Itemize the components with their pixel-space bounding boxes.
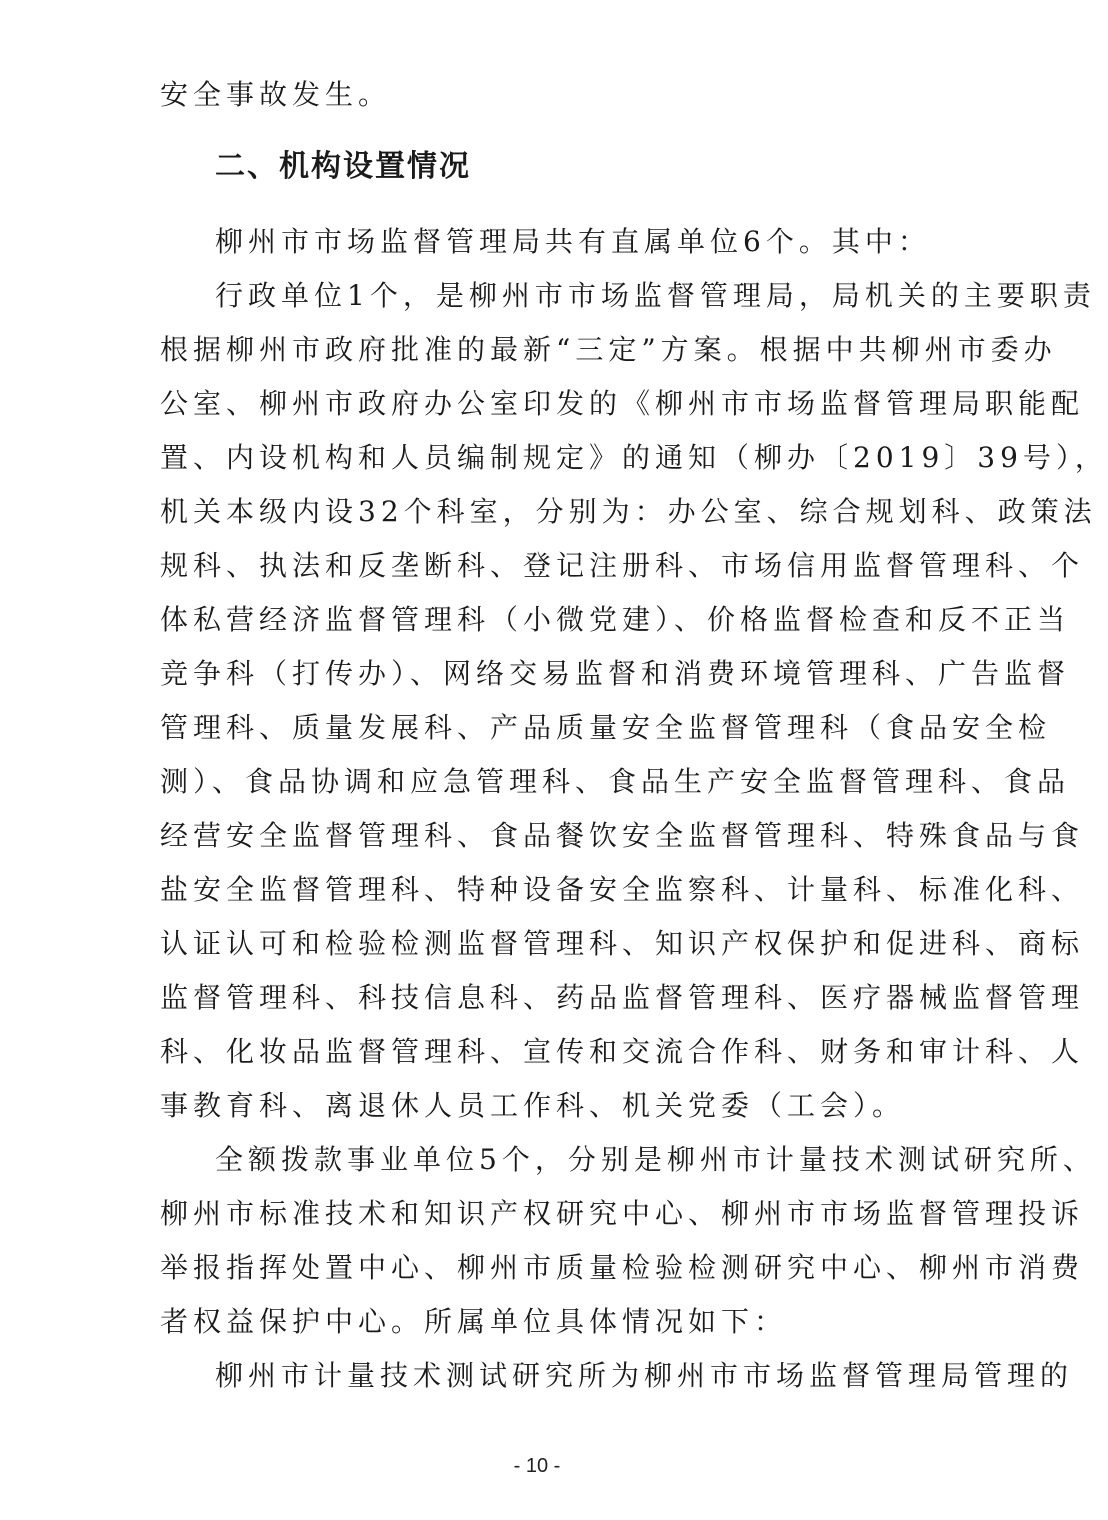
paragraph-line: 认证认可和检验检测监督管理科、知识产权保护和促进科、商标 xyxy=(160,927,1085,960)
paragraph-line: 科、化妆品监督管理科、宣传和交流合作科、财务和审计科、人 xyxy=(160,1035,1085,1068)
paragraph-line: 经营安全监督管理科、食品餐饮安全监督管理科、特殊食品与食 xyxy=(160,819,1085,852)
paragraph-line: 机关本级内设32个科室，分别为：办公室、综合规划科、政策法 xyxy=(160,495,1097,528)
paragraph-line: 行政单位1个，是柳州市市场监督管理局，局机关的主要职责 xyxy=(215,279,1096,312)
paragraph-line: 公室、柳州市政府办公室印发的《柳州市市场监督管理局职能配 xyxy=(160,387,1085,420)
paragraph-line: 监督管理科、科技信息科、药品监督管理科、医疗器械监督管理 xyxy=(160,981,1085,1014)
paragraph-line: 事教育科、离退休人员工作科、机关党委（工会）。 xyxy=(160,1089,906,1122)
section-heading: 二、机构设置情况 xyxy=(215,149,471,184)
paragraph-line: 者权益保护中心。所属单位具体情况如下： xyxy=(160,1305,788,1338)
paragraph-line: 安全事故发生。 xyxy=(160,78,392,111)
paragraph-line: 体私营经济监督管理科（小微党建）、价格监督检查和反不正当 xyxy=(160,603,1071,636)
paragraph-line: 置、内设机构和人员编制规定》的通知（柳办〔2019〕39号）， xyxy=(160,441,1108,474)
paragraph-line: 竞争科（打传办）、网络交易监督和消费环境管理科、广告监督 xyxy=(160,657,1071,690)
paragraph-line: 柳州市市场监督管理局共有直属单位6个。其中： xyxy=(215,225,931,258)
paragraph-line: 测）、食品协调和应急管理科、食品生产安全监督管理科、食品 xyxy=(160,765,1071,798)
paragraph-line: 规科、执法和反垄断科、登记注册科、市场信用监督管理科、个 xyxy=(160,549,1085,582)
paragraph-line: 根据柳州市政府批准的最新“三定”方案。根据中共柳州市委办 xyxy=(160,333,1057,366)
paragraph-line: 柳州市计量技术测试研究所为柳州市市场监督管理局管理的 xyxy=(215,1359,1074,1392)
paragraph-line: 盐安全监督管理科、特种设备安全监察科、计量科、标准化科、 xyxy=(160,873,1085,906)
paragraph-line: 管理科、质量发展科、产品质量安全监督管理科（食品安全检 xyxy=(160,711,1052,744)
page-number: - 10 - xyxy=(513,1455,561,1477)
paragraph-line: 柳州市标准技术和知识产权研究中心、柳州市市场监督管理投诉 xyxy=(160,1197,1085,1230)
paragraph-line: 举报指挥处置中心、柳州市质量检验检测研究中心、柳州市消费 xyxy=(160,1251,1085,1284)
paragraph-line: 全额拨款事业单位5个，分别是柳州市计量技术测试研究所、 xyxy=(215,1143,1096,1176)
